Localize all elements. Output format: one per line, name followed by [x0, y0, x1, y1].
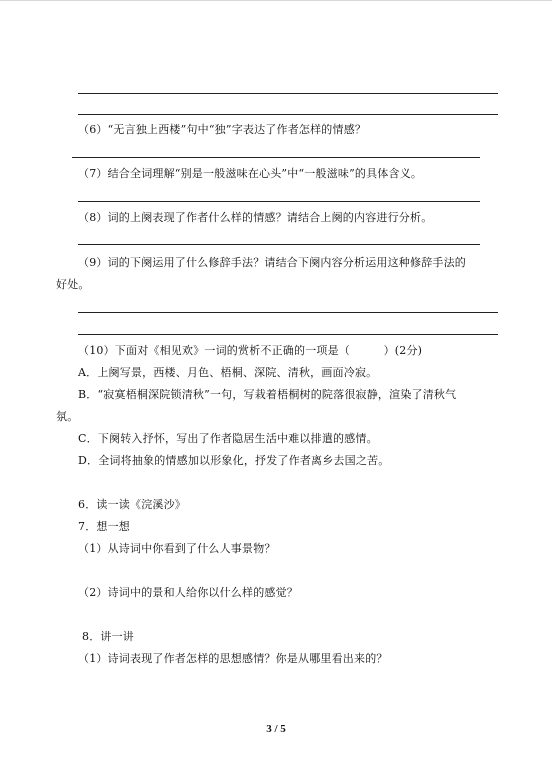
answer-line	[78, 93, 498, 94]
question-9-line2: 好处。	[56, 278, 90, 291]
question-10-option-c: C．下阕转入抒怀，写出了作者隐居生活中难以排遣的感情。	[78, 432, 378, 445]
page-top-border	[0, 0, 552, 1]
section-6-title: 6．读一读《浣溪沙》	[78, 498, 186, 511]
section-7-question-2: （2）诗词中的景和人给你以什么样的感觉？	[78, 586, 298, 599]
section-8-title: 8．讲一讲	[82, 630, 134, 643]
question-9-line1: （9）词的下阕运用了什么修辞手法？请结合下阕内容分析运用这种修辞手法的	[78, 256, 466, 269]
answer-line	[78, 201, 480, 202]
question-10-option-b-line2: 氛。	[56, 410, 79, 423]
answer-line	[78, 244, 480, 245]
answer-line	[78, 312, 498, 313]
section-8-question-1: （1）诗词表现了作者怎样的思想感情？你是从哪里看出来的？	[78, 652, 388, 665]
section-7-title: 7．想一想	[78, 520, 130, 533]
question-10: （10）下面对《相见欢》一词的赏析不正确的一项是（ ）(2分)	[78, 344, 423, 357]
question-7: （7）结合全词理解“别是一般滋味在心头”中“一般滋味”的具体含义。	[78, 167, 423, 180]
answer-line	[72, 157, 480, 158]
answer-line	[78, 334, 498, 335]
question-10-option-d: D．全词将抽象的情感加以形象化，抒发了作者离乡去国之苦。	[78, 454, 390, 467]
page-number: 3 / 5	[266, 723, 286, 735]
question-8: （8）词的上阕表现了作者什么样的情感？请结合上阕的内容进行分析。	[78, 211, 433, 224]
question-6: （6）“无言独上西楼”句中“独”字表达了作者怎样的情感？	[78, 123, 367, 136]
section-7-question-1: （1）从诗词中你看到了什么人事景物？	[78, 542, 276, 555]
answer-line	[78, 114, 498, 115]
question-10-option-a: A．上阕写景，西楼、月色、梧桐、深院、清秋，画面冷寂。	[78, 366, 378, 379]
question-10-option-b-line1: B．“寂寞梧桐深院锁清秋”一句，写栽着梧桐树的院落很寂静，渲染了清秋气	[78, 388, 457, 401]
